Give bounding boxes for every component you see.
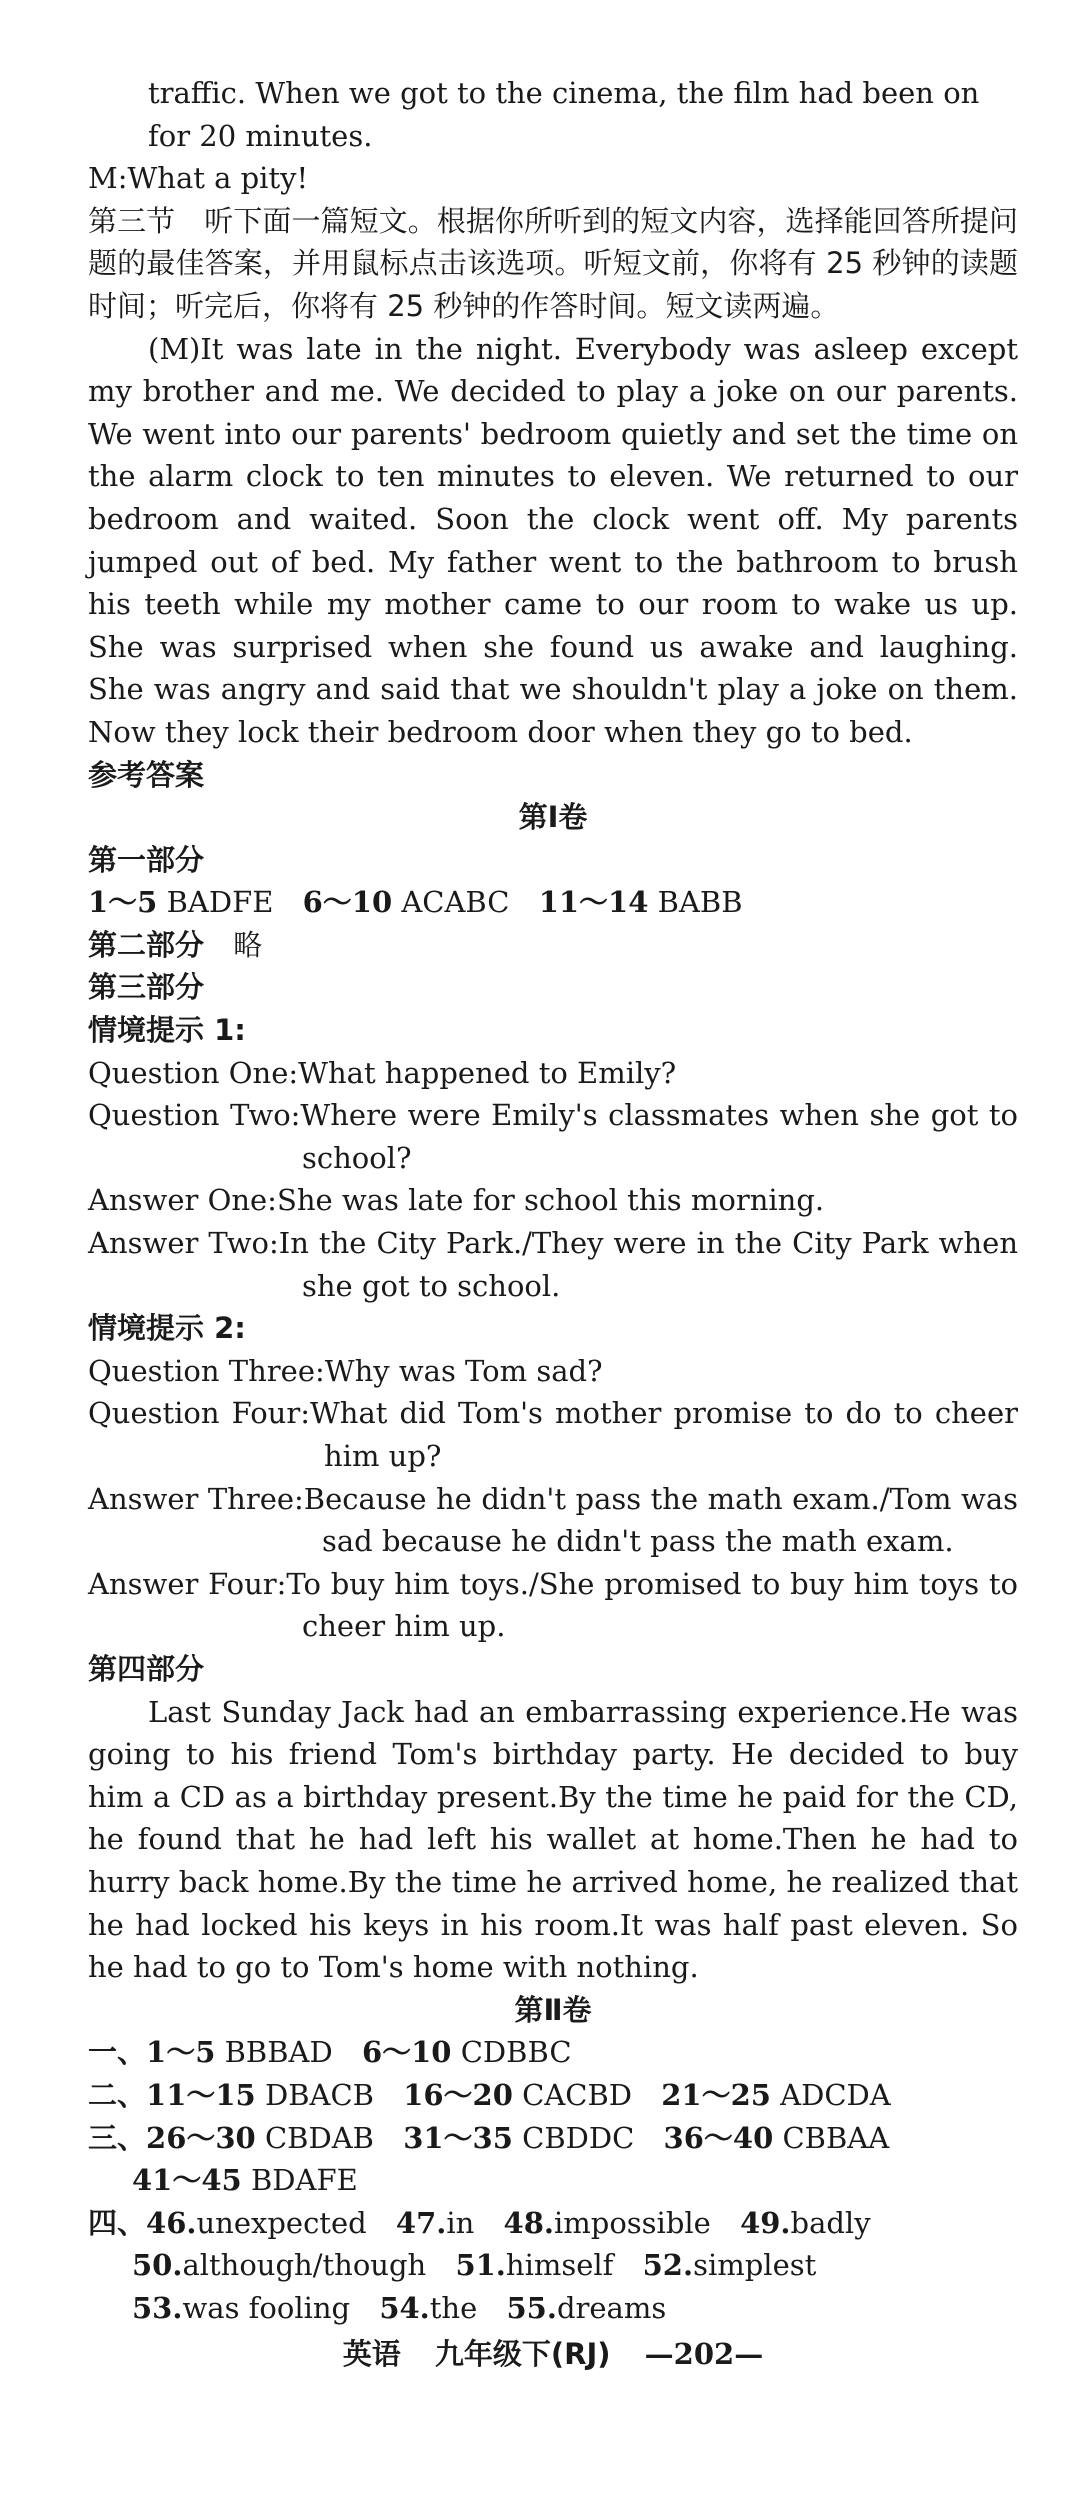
- blank-number: 50.: [132, 2248, 183, 2283]
- part2-title: 第二部分: [88, 927, 205, 962]
- answer-letters: CBBAA: [782, 2120, 890, 2155]
- page-footer: [88, 2333, 1018, 2376]
- footer-grade: 九年级下(RJ): [434, 2337, 611, 2372]
- blank-number: 46.: [146, 2205, 197, 2240]
- answer-letters: BABB: [657, 885, 743, 920]
- answer-letters: ADCDA: [780, 2077, 891, 2112]
- answer-letters: CDBBC: [460, 2035, 572, 2070]
- blank-answer: simplest: [693, 2248, 817, 2283]
- vol2-section3: [88, 2117, 1018, 2160]
- section-label: 三、: [88, 2120, 147, 2155]
- answer-range: 1～5: [88, 885, 158, 920]
- blank-number: 52.: [642, 2248, 694, 2283]
- answer-letters: BADFE: [166, 885, 274, 920]
- volume1-title: 第Ⅰ卷: [518, 800, 588, 835]
- blank-answer: impossible: [554, 2205, 711, 2240]
- blank-number: 53.: [132, 2290, 183, 2325]
- blank-answer: unexpected: [196, 2205, 367, 2240]
- blank-answer: badly: [790, 2205, 871, 2240]
- answer-range: 11～14: [538, 885, 649, 920]
- blank-answer: was fooling: [182, 2290, 351, 2325]
- answer-range: 26～30: [146, 2120, 256, 2155]
- answer-range: 16～20: [403, 2077, 513, 2112]
- blank-number: 47.: [395, 2205, 447, 2240]
- blank-number: 55.: [506, 2290, 557, 2325]
- blank-answer: although/though: [182, 2248, 427, 2283]
- blank-answer: himself: [505, 2248, 614, 2283]
- answer-range: 21～25: [661, 2077, 771, 2112]
- answer-letters: ACABC: [401, 885, 510, 920]
- vol2-section4-row3: [88, 2287, 1018, 2330]
- part2-row: [88, 924, 1018, 967]
- vol2-section3-extra: [88, 2159, 1018, 2202]
- dialogue-line: traffic. When we got to the cinema, the film had been on: [148, 76, 980, 110]
- scene2-question-three: Question Three:Why was Tom sad?: [88, 1353, 603, 1388]
- answers-heading: 参考答案: [88, 757, 205, 792]
- answer-range: 6～10: [302, 885, 393, 920]
- scene1-answer-one: Answer One:She was late for school this morning.: [88, 1183, 825, 1218]
- blank-number: 49.: [740, 2205, 791, 2240]
- answer-letters: BDAFE: [250, 2163, 358, 2198]
- scene1-question-one: Question One:What happened to Emily?: [88, 1055, 677, 1090]
- scene2-title: 情境提示 2:: [88, 1311, 246, 1346]
- answer-range: 6～10: [361, 2035, 452, 2070]
- section3-instructions: 第三节 听下面一篇短文。根据你所听到的短文内容，选择能回答所提问题的最佳答案，并用鼠标点击该选项。听短文前，你将有 25 秒钟的读题时间；听完后，你将有 25 秒钟的作答时间。短文读两遍。: [88, 203, 1018, 323]
- section-label: 二、: [88, 2077, 147, 2112]
- blank-number: 51.: [455, 2248, 506, 2283]
- scene2-answer-four: Answer Four:To buy him toys./She promised to buy him toys to cheer him up.: [88, 1566, 1018, 1644]
- document-page: [88, 72, 1018, 2376]
- answer-range: 41～45: [132, 2163, 242, 2198]
- part4-title: 第四部分: [88, 1651, 205, 1686]
- part2-value: 略: [233, 927, 263, 962]
- volume2-title: 第Ⅱ卷: [514, 1992, 592, 2027]
- part1-title: 第一部分: [88, 842, 205, 877]
- blank-answer: in: [446, 2205, 475, 2240]
- vol2-section1: [88, 2031, 1018, 2074]
- blank-answer: dreams: [556, 2290, 667, 2325]
- answer-letters: CACBD: [522, 2077, 633, 2112]
- section3-passage: (M)It was late in the night. Everybody was asleep except my brother and me. We decided to play a joke on our parents. We went into our parents' bedroom quietly and set the time on the alarm clock to ten minutes to eleven. We returned to our bedroom and waited. Soon the clock went off. My parents jumped out of bed. My father went to the bathroom to brush his teeth while my mother came to our room to wake us up. She was surprised when she found us awake and laughing. She was angry and said that we shouldn't play a joke on them. Now they lock their bedroom door when they go to bed.: [88, 331, 1018, 749]
- answer-range: 36～40: [663, 2120, 774, 2155]
- answer-range: 31～35: [403, 2120, 513, 2155]
- part4-passage: Last Sunday Jack had an embarrassing experience.He was going to his friend Tom's birthday party. He decided to buy him a CD as a birthday present.By the time he paid for the CD, he found that he had left his wallet at home.Then he had to hurry back home.By the time he arrived home, he realized that he had locked his keys in his room.It was half past eleven. So he had to go to Tom's home with nothing.: [88, 1694, 1018, 1985]
- scene1-question-two: Question Two:Where were Emily's classmates when she got to school?: [88, 1098, 1018, 1175]
- scene2-question-four: Question Four:What did Tom's mother promise to do to cheer him up?: [88, 1396, 1018, 1473]
- answer-range: 1～5: [146, 2035, 216, 2070]
- vol2-section2: [88, 2074, 1018, 2117]
- part1-answers: [88, 881, 1018, 924]
- dialogue-line: for 20 minutes.: [148, 118, 373, 153]
- section-label: 四、: [88, 2205, 147, 2240]
- scene1-title: 情境提示 1:: [88, 1013, 246, 1048]
- answer-letters: CBDAB: [264, 2120, 374, 2155]
- answer-letters: BBBAD: [224, 2035, 333, 2070]
- dialogue-line: M:What a pity!: [88, 161, 309, 196]
- answer-letters: CBDDC: [522, 2120, 635, 2155]
- blank-number: 48.: [503, 2205, 554, 2240]
- blank-number: 54.: [379, 2290, 430, 2325]
- answer-range: 11～15: [146, 2077, 256, 2112]
- vol2-section4-row2: [88, 2244, 1018, 2287]
- scene1-answer-two: Answer Two:In the City Park./They were in the City Park when she got to school.: [88, 1226, 1018, 1303]
- vol2-section4-row1: [88, 2202, 1018, 2245]
- scene2-answer-three: Answer Three:Because he didn't pass the math exam./Tom was sad because he didn't pass the math exam.: [88, 1481, 1018, 1559]
- footer-subject: 英语: [342, 2337, 401, 2372]
- footer-page-number: —202—: [644, 2337, 764, 2372]
- section-label: 一、: [88, 2035, 147, 2070]
- part3-title: 第三部分: [88, 970, 205, 1005]
- answer-letters: DBACB: [264, 2077, 374, 2112]
- blank-answer: the: [429, 2290, 478, 2325]
